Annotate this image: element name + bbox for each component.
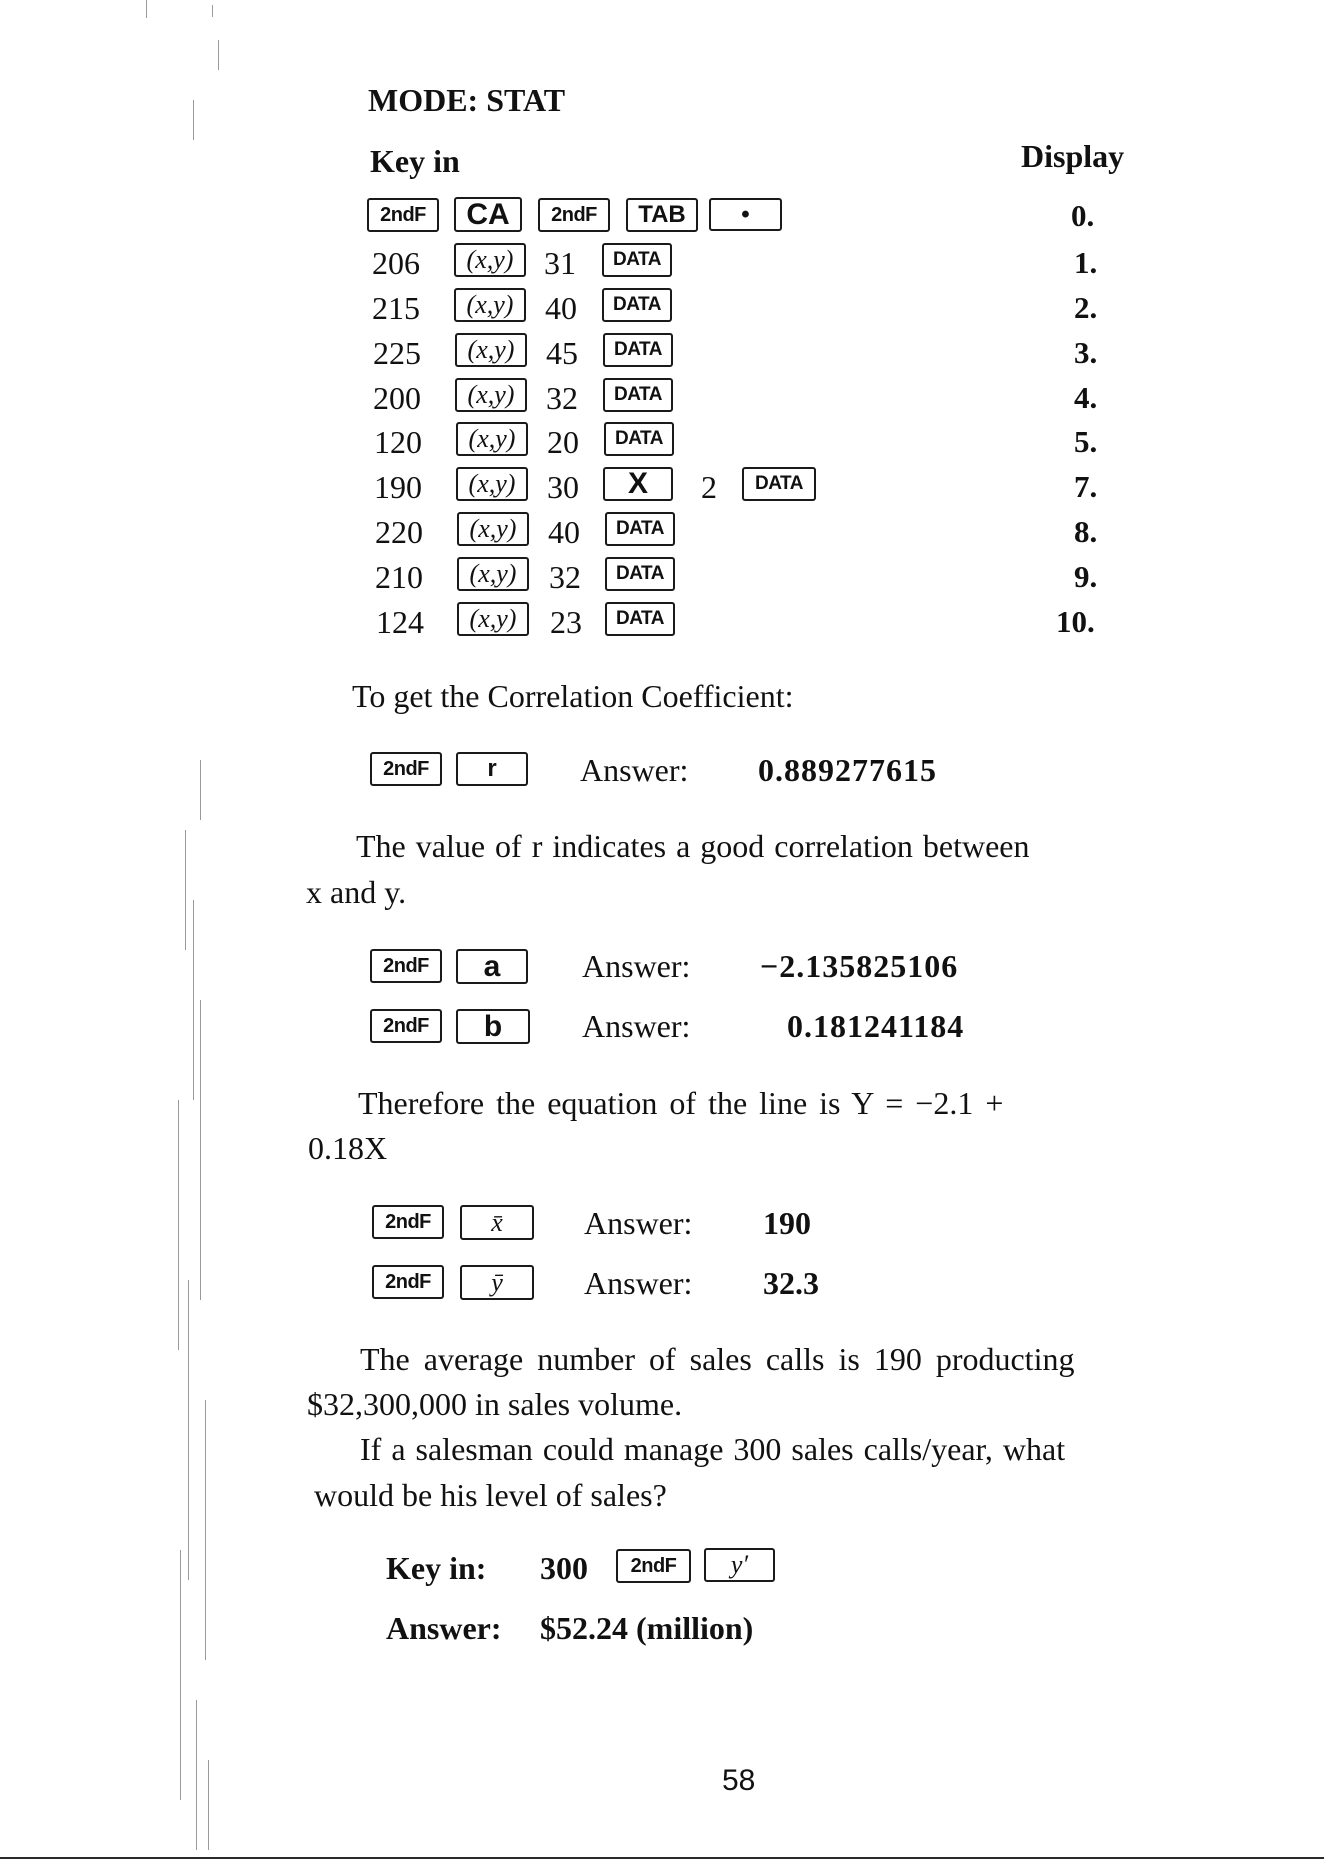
data-row (0, 422, 1324, 466)
y-value: 30 (547, 469, 579, 505)
key-2ndf: 2ndF (370, 752, 442, 786)
display-value: 3. (1074, 335, 1098, 370)
paragraph-line: x and y. (306, 874, 407, 910)
data-row (0, 512, 1324, 556)
display-value: 5. (1074, 424, 1098, 459)
paragraph-line: 0.18X (308, 1130, 388, 1166)
key-xy: (x,y) (456, 422, 528, 456)
multiplier-value: 2 (701, 469, 717, 505)
answer-value: $52.24 (million) (540, 1610, 754, 1646)
paragraph-line: Therefore the equation of the line is Y = −2.1 + (358, 1085, 1004, 1121)
answer-label: Answer: (386, 1610, 502, 1646)
display-value: 8. (1074, 514, 1098, 549)
paragraph-line: The value of r indicates a good correlation between (356, 828, 1030, 864)
page-number: 58 (722, 1764, 756, 1797)
key-tab: TAB (626, 198, 698, 232)
key-in-heading: Key in (370, 143, 460, 179)
data-row (0, 557, 1324, 601)
key-2ndf: 2ndF (616, 1549, 691, 1583)
key-xy: (x,y) (454, 288, 526, 322)
answer-value: −2.135825106 (760, 948, 959, 984)
y-value: 40 (548, 514, 580, 550)
key-y-mean: ȳ (460, 1265, 534, 1300)
key-in-label: Key in: (386, 1550, 487, 1586)
x-value: 124 (376, 604, 424, 640)
key-r: r (456, 752, 528, 786)
key-2ndf: 2ndF (538, 198, 610, 232)
answer-value: 32.3 (763, 1265, 819, 1301)
display-value: 10. (1056, 604, 1095, 639)
data-row (0, 288, 1324, 332)
y-value: 32 (546, 380, 578, 416)
key-data: DATA (605, 557, 675, 591)
x-value: 120 (374, 424, 422, 460)
key-data: DATA (605, 602, 675, 636)
x-value: 200 (373, 380, 421, 416)
paragraph-line: would be his level of sales? (314, 1477, 667, 1513)
display-heading: Display (1021, 138, 1125, 174)
answer-label: Answer: (584, 1205, 693, 1241)
x-value: 220 (375, 514, 423, 550)
y-value: 40 (545, 290, 577, 326)
correlation-heading: To get the Correlation Coefficient: (352, 678, 794, 714)
data-row (0, 333, 1324, 377)
key-2ndf: 2ndF (370, 1009, 442, 1043)
paragraph-line: $32,300,000 in sales volume. (307, 1386, 683, 1422)
answer-label: Answer: (580, 752, 689, 788)
answer-value: 0.889277615 (758, 752, 937, 788)
display-value: 0. (1071, 198, 1095, 233)
key-decimal-point: • (709, 198, 782, 231)
display-value: 1. (1074, 245, 1098, 280)
data-row (0, 243, 1324, 287)
display-value: 4. (1074, 380, 1098, 415)
paragraph-line: If a salesman could manage 300 sales calls/year, what (360, 1431, 1066, 1467)
mode-heading: MODE: STAT (368, 82, 566, 118)
display-value: 2. (1074, 290, 1098, 325)
y-value: 31 (544, 245, 576, 281)
key-xy: (x,y) (456, 467, 528, 501)
key-data: DATA (602, 288, 672, 322)
key-xy: (x,y) (454, 243, 526, 277)
key-xy: (x,y) (455, 378, 527, 412)
key-xy: (x,y) (457, 512, 529, 546)
key-data: DATA (603, 378, 673, 412)
answer-label: Answer: (584, 1265, 693, 1301)
key-data: DATA (602, 243, 672, 277)
paragraph-line: The average number of sales calls is 190 producting (360, 1341, 1075, 1377)
answer-label: Answer: (582, 1008, 691, 1044)
key-a: a (456, 949, 528, 984)
data-row (0, 467, 1324, 511)
key-ca: CA (454, 197, 522, 232)
x-value: 210 (375, 559, 423, 595)
x-value: 190 (374, 469, 422, 505)
answer-value: 0.181241184 (787, 1008, 965, 1044)
data-row (0, 602, 1324, 646)
key-xy: (x,y) (455, 333, 527, 367)
key-in-value: 300 (540, 1550, 588, 1586)
y-value: 45 (546, 335, 578, 371)
key-2ndf: 2ndF (372, 1265, 444, 1299)
key-xy: (x,y) (457, 602, 529, 636)
key-b: b (456, 1009, 530, 1044)
answer-value: 190 (763, 1205, 811, 1241)
answer-label: Answer: (582, 948, 691, 984)
key-xy: (x,y) (457, 557, 529, 591)
key-data: DATA (605, 512, 675, 546)
bottom-rule (0, 1857, 1324, 1859)
key-y-prime: y′ (704, 1548, 775, 1582)
y-value: 20 (547, 424, 579, 460)
data-row (0, 378, 1324, 422)
key-x-mean: x̄ (460, 1205, 534, 1240)
key-data: DATA (603, 333, 673, 367)
key-multiply: X (603, 467, 673, 501)
key-data: DATA (742, 467, 816, 501)
x-value: 215 (372, 290, 420, 326)
key-2ndf: 2ndF (372, 1205, 444, 1239)
y-value: 23 (550, 604, 582, 640)
key-2ndf: 2ndF (370, 949, 442, 983)
x-value: 206 (372, 245, 420, 281)
x-value: 225 (373, 335, 421, 371)
display-value: 7. (1074, 469, 1098, 504)
display-value: 9. (1074, 559, 1098, 594)
key-2ndf: 2ndF (367, 198, 439, 232)
y-value: 32 (549, 559, 581, 595)
key-data: DATA (604, 422, 674, 456)
